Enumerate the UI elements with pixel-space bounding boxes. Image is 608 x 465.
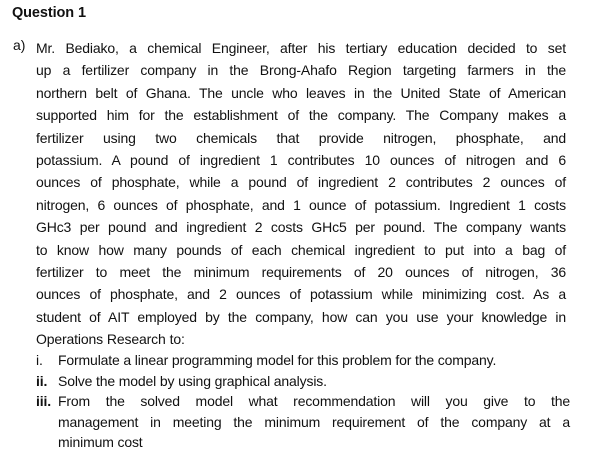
item-text: minimum cost: [58, 434, 143, 450]
question-paragraph: [36, 37, 566, 351]
task-item-formulate: [36, 350, 570, 371]
paragraph-line: up a fertilizer company in the Brong-Ahafo Region targeting farmers in the: [36, 62, 566, 79]
paragraph-line: nitrogen, 6 ounces of phosphate, and 1 ounce of potassium. Ingredient 1 costs: [36, 196, 566, 213]
paragraph-line: potassium. A pound of ingredient 1 contributes 10 ounces of nitrogen and 6: [36, 152, 566, 169]
item-text: From the solved model what recommendation will you give to the: [58, 393, 570, 409]
paragraph-line: to know how many pounds of each chemical ingredient to put into a bag of: [36, 241, 566, 258]
item-text: Formulate a linear programming model for this problem for the company.: [58, 352, 497, 368]
task-list: [36, 350, 570, 453]
item-text: management in meeting the minimum requirement of the company at a: [58, 413, 570, 430]
paragraph-line: northern belt of Ghana. The uncle who leaves in the United State of American: [36, 84, 566, 101]
item-marker: i.: [36, 352, 43, 368]
paragraph-line: fertilizer using two chemicals that provide nitrogen, phosphate, and: [36, 129, 566, 146]
paragraph-line: fertilizer to meet the minimum requirements of 20 ounces of nitrogen, 36: [36, 264, 566, 281]
paragraph-line: Operations Research to:: [36, 331, 185, 348]
part-label: a): [13, 37, 26, 53]
paragraph-line: ounces of phosphate, while a pound of ingredient 2 contributes 2 ounces of: [36, 174, 566, 191]
paragraph-line: ounces of phosphate, and 2 ounces of potassium while minimizing cost. As a: [36, 286, 566, 303]
item-marker: iii.: [36, 393, 51, 409]
task-item-solve: [36, 371, 570, 392]
task-item-recommend: [36, 391, 570, 453]
paragraph-line: GHc3 per pound and ingredient 2 costs GHc5 per pound. The company wants: [36, 219, 566, 236]
item-marker: ii.: [36, 372, 48, 389]
question-title: Question 1: [12, 5, 86, 21]
paragraph-line: student of AIT employed by the company, how can you use your knowledge in: [36, 308, 566, 325]
paragraph-line: Mr. Bediako, a chemical Engineer, after his tertiary education decided to set: [36, 40, 566, 56]
item-text: Solve the model by using graphical analysis.: [58, 372, 327, 389]
paragraph-line: supported him for the establishment of the company. The Company makes a: [36, 107, 566, 124]
